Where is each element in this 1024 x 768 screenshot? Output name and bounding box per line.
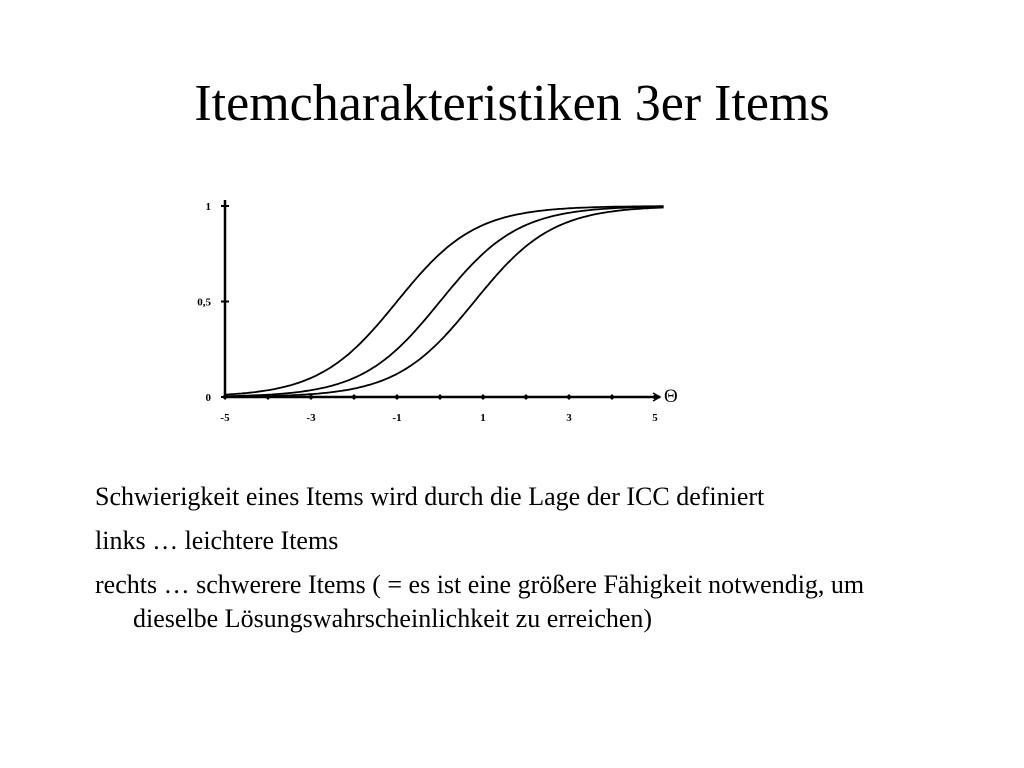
x-tick-label: -3	[306, 412, 316, 424]
y-tick-label: 1	[205, 201, 211, 213]
x-tick-mark	[480, 394, 486, 400]
x-tick-label: 3	[566, 412, 572, 424]
x-tick-mark	[394, 394, 400, 400]
paragraph-difficulty-definition: Schwierigkeit eines Items wird durch die Lage der ICC definiert	[95, 482, 765, 511]
x-tick-mark	[523, 394, 529, 400]
paragraph-left-easier: links … leichtere Items	[95, 526, 339, 555]
x-tick-mark	[351, 394, 357, 400]
x-tick-label: 5	[652, 412, 658, 424]
x-tick-label: -5	[220, 412, 230, 424]
y-tick-label: 0	[205, 392, 211, 404]
icc-curve-2	[225, 207, 664, 397]
x-tick-mark	[609, 394, 615, 400]
icc-curve-3	[225, 208, 664, 397]
paragraph-right-harder: rechts … schwerere Items ( = es ist eine größere Fähigkeit notwendig, um dieselbe Lösungswahrscheinlichkeit zu erreichen)	[95, 570, 865, 633]
x-tick-label: -1	[392, 412, 402, 424]
x-tick-mark	[437, 394, 443, 400]
y-tick-label: 0,5	[197, 296, 211, 309]
x-tick-label: 1	[480, 412, 486, 424]
x-axis-label: Θ	[664, 386, 678, 407]
icc-curve-1	[225, 206, 664, 395]
slide-title: Itemcharakteristiken 3er Items	[194, 75, 830, 132]
body-text	[95, 480, 925, 646]
x-tick-mark	[566, 394, 572, 400]
chart-curves	[225, 206, 664, 397]
